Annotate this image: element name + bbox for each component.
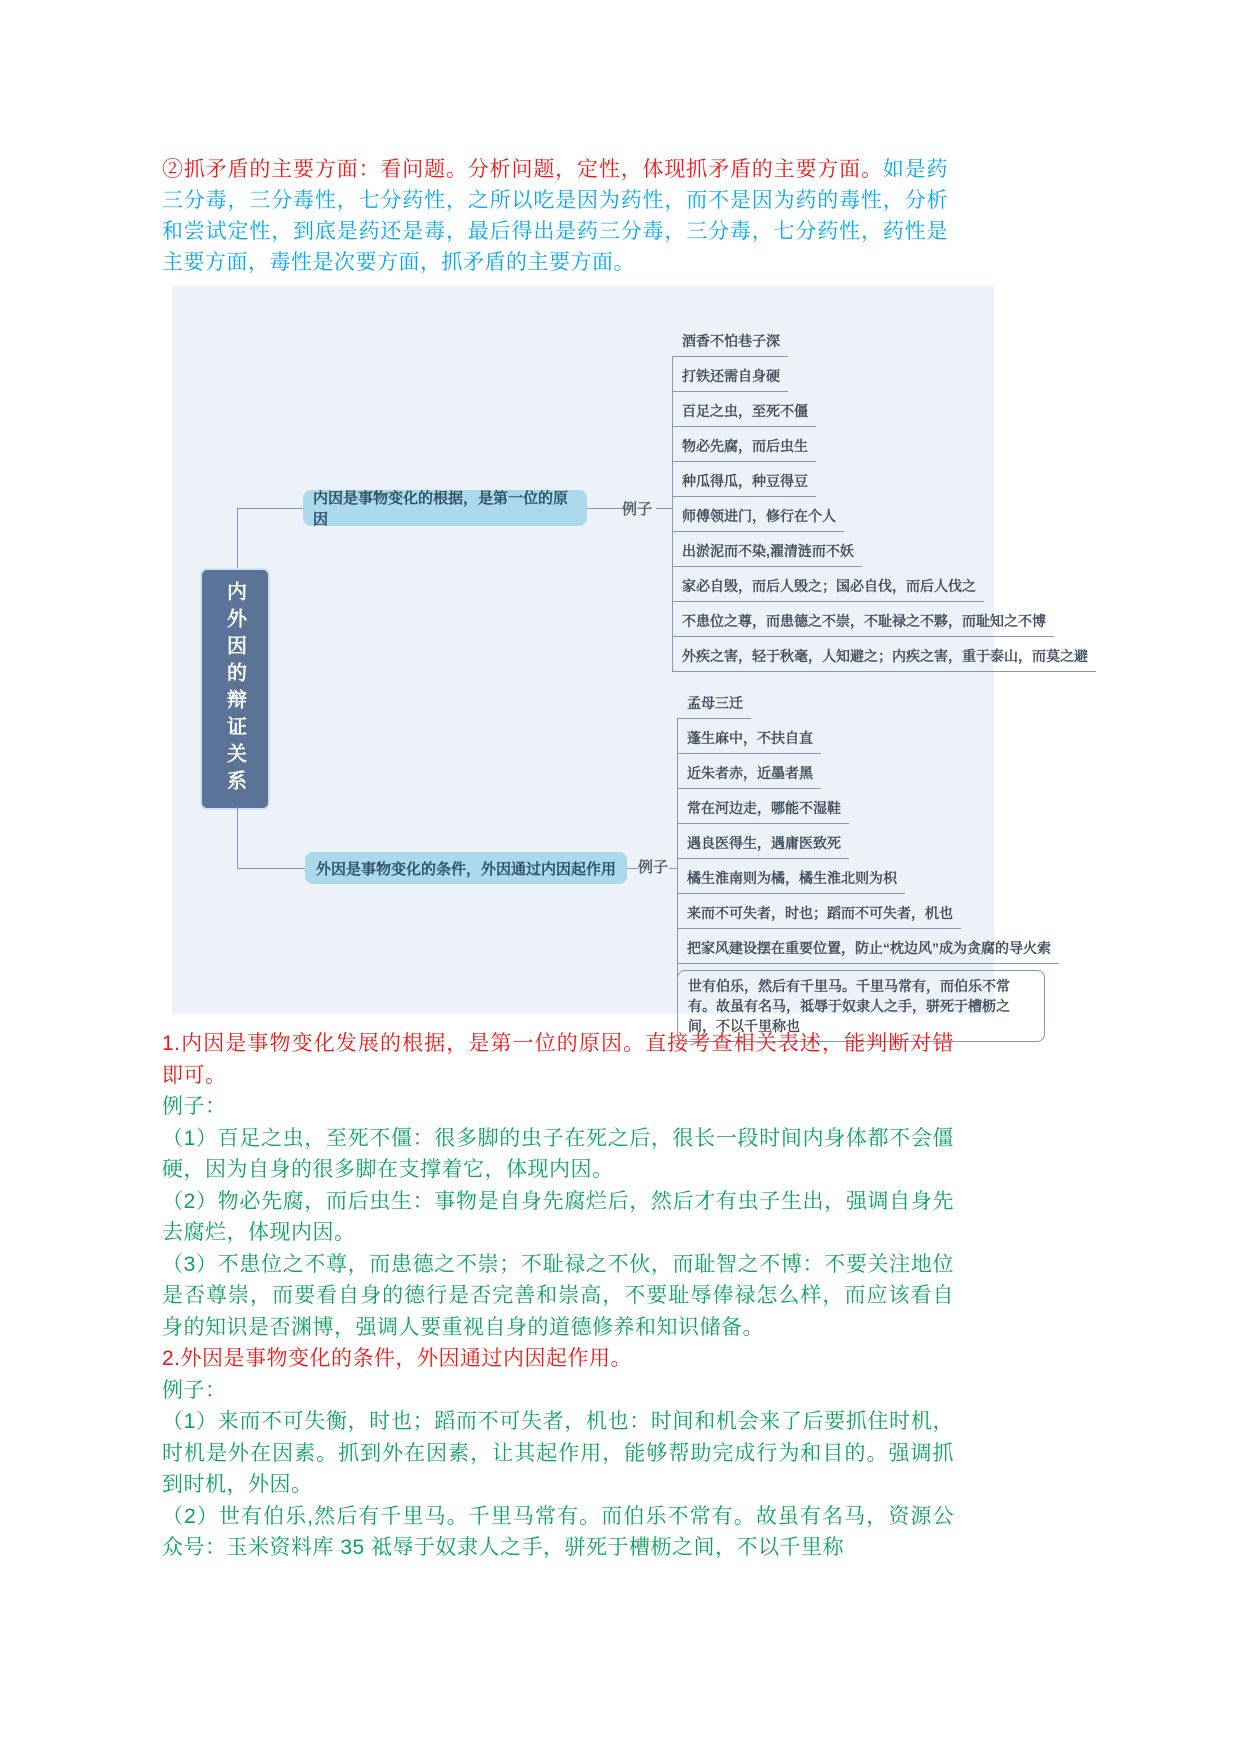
example-paragraph: （3）不患位之不尊，而患德之不崇；不耻禄之不伙，而耻智之不博：不要关注地位是否尊崇，而要看自身的德行是否完善和崇高，不要耻辱俸禄怎么样，而应该看自身的知识是否渊博，强调人要重视自身的道德修养和知识储备。 — [162, 1252, 954, 1339]
internal-cause-examples-list — [672, 322, 1096, 672]
note-section-external-cause — [162, 1343, 954, 1564]
list-item: 物必先腐，而后虫生 — [672, 427, 816, 462]
list-item: 不患位之尊，而患德之不崇，不耻禄之不夥，而耻知之不博 — [672, 602, 1054, 637]
example-paragraph: （2）世有伯乐,然后有千里马。千里马常有。而伯乐不常有。故虽有名马，资源公众号：玉米资料库 35 祗辱于奴隶人之手，骈死于槽枥之间，不以千里称 — [162, 1504, 954, 1559]
intro-blue-segment: 如是药三分毒，三分毒性，七分药性，之所以吃是因为药性，而不是因为药的毒性，分析和尝试定性，到底是药还是毒，最后得出是药三分毒，三分毒，七分药性，药性是主要方面，毒性是次要方面，抓矛盾的主要方面。 — [162, 158, 948, 274]
notes-block — [162, 1028, 954, 1564]
list-item: 把家风建设摆在重要位置，防止“枕边风”成为贪腐的导火索 — [677, 929, 1059, 964]
note-section-internal-cause — [162, 1028, 954, 1343]
list-item: 常在河边走，哪能不湿鞋 — [677, 789, 849, 824]
list-item: 来而不可失者，时也；蹈而不可失者，机也 — [677, 894, 961, 929]
mindmap-panel — [172, 286, 1088, 1034]
connector-line — [237, 806, 238, 868]
list-item: 家必自毁，而后人毁之；国必自伐，而后人伐之 — [672, 567, 984, 602]
list-item: 打铁还需自身硬 — [672, 357, 788, 392]
list-item: 近朱者赤，近墨者黑 — [677, 754, 821, 789]
examples-tag: 例子 — [638, 859, 669, 876]
list-item: 种瓜得瓜，种豆得豆 — [672, 462, 816, 497]
connector-line — [627, 868, 638, 869]
list-item: 百足之虫，至死不僵 — [672, 392, 816, 427]
connector-line — [237, 508, 303, 509]
connector-line — [237, 868, 305, 869]
note-heading: 2.外因是事物变化的条件，外因通过内因起作用。 — [162, 1347, 633, 1370]
examples-label: 例子： — [162, 1378, 227, 1402]
branch-node-internal-cause: 内因是事物变化的根据，是第一位的原因 — [303, 490, 587, 526]
branch-node-external-cause: 外因是事物变化的条件，外因通过内因起作用 — [305, 852, 627, 884]
list-item: 蓬生麻中，不扶自直 — [677, 719, 821, 754]
connector-line — [669, 868, 677, 869]
mindmap-root-node: 内外因的辩证关系 — [200, 568, 270, 810]
examples-tag: 例子 — [622, 501, 653, 518]
example-paragraph: （2）物必先腐，而后虫生：事物是自身先腐烂后，然后才有虫子生出，强调自身先去腐烂，体现内因。 — [162, 1189, 954, 1244]
connector-line — [656, 508, 672, 509]
example-paragraph: （1）来而不可失衡，时也；蹈而不可失者，机也：时间和机会来了后要抓住时机，时机是外在因素。抓到外在因素，让其起作用，能够帮助完成行为和目的。强调抓到时机，外因。 — [162, 1410, 954, 1496]
external-cause-examples-list — [677, 684, 1059, 1042]
list-item: 师傅领进门，修行在个人 — [672, 497, 844, 532]
list-item: 世有伯乐，然后有千里马。千里马常有，而伯乐不常有。故虽有名马，祗辱于奴隶人之手，骈死于槽枥之间，不以千里称也 — [677, 970, 1045, 1042]
list-item: 出淤泥而不染,濯清涟而不妖 — [672, 532, 862, 567]
intro-paragraph — [162, 154, 948, 278]
examples-label: 例子： — [162, 1095, 227, 1118]
connector-line — [587, 508, 622, 509]
list-item: 橘生淮南则为橘，橘生淮北则为枳 — [677, 859, 905, 894]
note-heading: 1.内因是事物变化发展的根据，是第一位的原因。直接考查相关表述，能判断对错即可。 — [162, 1032, 954, 1087]
list-item: 外疾之害，轻于秋毫，人知避之；内疾之害，重于泰山，而莫之避 — [672, 637, 1096, 672]
connector-line — [237, 508, 238, 568]
list-item: 孟母三迁 — [677, 684, 751, 719]
example-paragraph: （1）百足之虫，至死不僵：很多脚的虫子在死之后，很长一段时间内身体都不会僵硬，因为自身的很多脚在支撑着它，体现内因。 — [162, 1126, 954, 1181]
list-item: 遇良医得生，遇庸医致死 — [677, 824, 849, 859]
intro-red-segment: ②抓矛盾的主要方面：看问题。分析问题，定性，体现抓矛盾的主要方面。 — [162, 158, 883, 181]
list-item: 酒香不怕巷子深 — [672, 322, 788, 357]
